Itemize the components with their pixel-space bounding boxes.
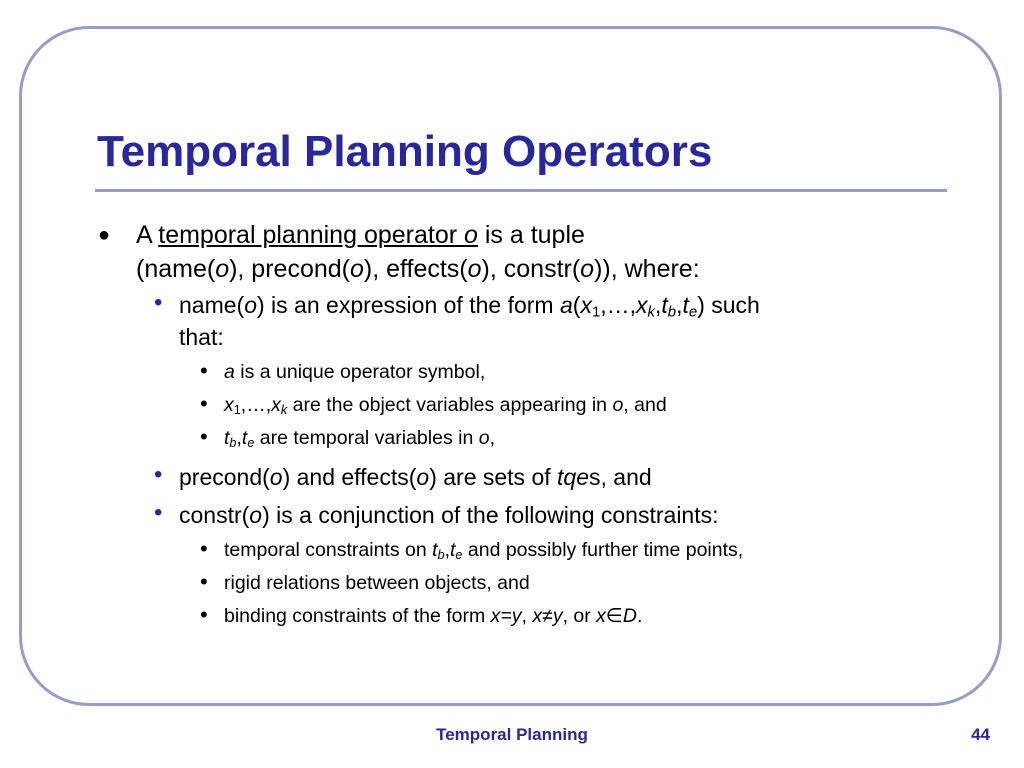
txt: ,…,: [240, 394, 272, 416]
sub-1: 1: [233, 403, 241, 418]
txt: ) are sets of: [429, 464, 558, 490]
name-line-2: that:: [179, 324, 224, 350]
txt: (name(: [136, 255, 216, 283]
bullet-temporal-variables: [96, 422, 956, 455]
bullet-rigid-relations: [96, 567, 956, 600]
text-a: A: [136, 221, 159, 249]
page-number: 44: [971, 725, 990, 744]
txt: ,: [489, 427, 495, 449]
bullet-dot-icon: •: [154, 461, 163, 488]
var-a: a: [224, 361, 235, 383]
var-o: o: [244, 292, 257, 318]
txt: ) is an expression of the form: [257, 292, 560, 318]
txt: ,: [444, 539, 450, 561]
var-o: o: [612, 394, 624, 416]
var-o: o: [215, 255, 230, 283]
var-x: x: [636, 292, 648, 318]
var-o: o: [416, 464, 430, 490]
term-var: o: [464, 221, 478, 249]
term-underlined: [158, 221, 478, 249]
var-o: o: [269, 464, 283, 490]
txt: constr(: [179, 502, 250, 528]
txt: are the object variables appearing in: [287, 394, 613, 416]
txt: ,: [236, 427, 242, 449]
bullet-constr: [96, 499, 956, 531]
bullet-dot-icon: •: [154, 289, 163, 316]
expr-neq: x≠y: [532, 605, 563, 627]
txt: s, and: [589, 464, 652, 490]
slide-title: Temporal Planning Operators: [97, 127, 713, 176]
sub-1: 1: [591, 303, 601, 321]
var-o: o: [349, 255, 364, 283]
slide-content: [96, 218, 956, 633]
txt: ), precond(: [229, 255, 350, 283]
bullet-dot-icon: •: [154, 499, 163, 526]
txt: ), constr(: [481, 255, 581, 283]
txt: ,: [676, 292, 683, 318]
sub-b-text: b: [437, 548, 445, 563]
var-t: t: [241, 427, 248, 449]
sub-b-text: b: [229, 436, 237, 451]
bullet-a-symbol: [96, 356, 956, 389]
sub-k-text: k: [647, 303, 655, 321]
txt: .: [637, 605, 643, 627]
var-o: o: [467, 255, 482, 283]
bullet-line-1: [136, 218, 956, 252]
sub-k-text: k: [280, 403, 288, 418]
footer-title: Temporal Planning: [436, 725, 588, 744]
bullet-dot-icon: •: [200, 391, 208, 416]
txt: (: [572, 292, 581, 318]
var-o: o: [478, 427, 490, 449]
bullet-dot-icon: •: [200, 536, 208, 561]
sub-b-text: b: [667, 303, 677, 321]
bullet-dot-icon: •: [200, 424, 208, 449]
txt: precond(: [179, 464, 270, 490]
var-t: t: [450, 539, 456, 561]
txt: ), effects(: [363, 255, 468, 283]
txt: ) such: [697, 292, 760, 318]
var-o: o: [580, 255, 595, 283]
bullet-dot-icon: ●: [98, 224, 111, 246]
var-x: x: [580, 292, 592, 318]
name-line-1: [179, 289, 956, 321]
bullet-dot-icon: •: [200, 358, 208, 383]
sub-e: [689, 304, 697, 321]
term-text: temporal planning operator: [158, 221, 464, 249]
sub-e-text: e: [247, 436, 255, 451]
txt: name(: [179, 292, 245, 318]
var-x: x: [596, 605, 606, 627]
txt: )), where:: [594, 255, 700, 283]
sub-e-text: e: [688, 303, 698, 321]
txt: rigid relations between objects, and: [224, 572, 530, 594]
sub-b: [668, 304, 676, 321]
var-t: t: [432, 539, 438, 561]
txt: binding constraints of the form: [224, 605, 491, 627]
txt: , or: [562, 605, 597, 627]
bullet-temporal-constraints: [96, 534, 956, 567]
bullet-object-variables: [96, 389, 956, 422]
var-t: t: [661, 292, 668, 318]
expr-eq: x=y: [490, 605, 522, 627]
sub-e-text: e: [455, 548, 463, 563]
txt: ) is a conjunction of the following constraints:: [262, 502, 719, 528]
txt: temporal constraints on: [224, 539, 433, 561]
var-a: a: [559, 292, 573, 318]
bullet-name: [96, 289, 956, 353]
sub-b: [438, 548, 445, 562]
bullet-dot-icon: •: [200, 602, 208, 627]
txt: ) and effects(: [282, 464, 417, 490]
bullet-operator-definition: [96, 218, 956, 286]
var-o: o: [249, 502, 263, 528]
bullet-dot-icon: •: [200, 569, 208, 594]
var-D: D: [622, 605, 638, 627]
element-of-symbol: ∈: [605, 605, 623, 627]
var-x: x: [224, 394, 234, 416]
text-tuple: is a tuple: [477, 221, 585, 249]
var-x: x: [271, 394, 281, 416]
bullet-line-2: [136, 252, 956, 286]
txt: are temporal variables in: [254, 427, 479, 449]
txt: ,: [655, 292, 662, 318]
bullet-precond-effects: [96, 461, 956, 493]
bullet-binding-constraints: [96, 600, 956, 633]
txt: , and: [623, 394, 667, 416]
var-t: t: [224, 427, 230, 449]
var-tqe: tqe: [557, 464, 589, 490]
txt: is a unique operator symbol,: [234, 361, 486, 383]
txt: and possibly further time points,: [462, 539, 744, 561]
var-t: t: [682, 292, 689, 318]
title-underline: [95, 189, 947, 192]
txt: ,: [521, 605, 533, 627]
txt: ,…,: [600, 292, 637, 318]
sub-k: [648, 304, 655, 321]
